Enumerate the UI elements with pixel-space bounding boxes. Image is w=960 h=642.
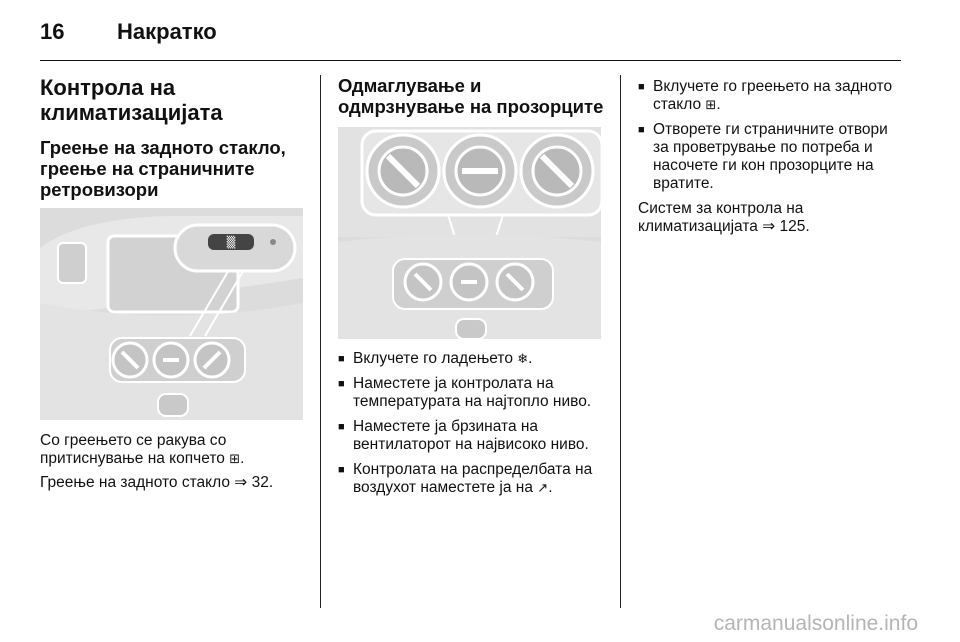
list-item-text: Наместете ја контролата на температурата на најтопло ниво. xyxy=(353,375,592,410)
list-item xyxy=(638,121,903,193)
page-ref-arrow-icon: ⇒ xyxy=(762,218,776,235)
rear-defrost-icon: ⊞ xyxy=(705,97,717,112)
climate-control-dials-figure xyxy=(338,127,601,339)
list-item-end: . xyxy=(716,96,721,113)
cross-reference-text: Систем за контрола на климатизацијата xyxy=(638,200,804,235)
defog-steps-list-continued xyxy=(638,78,903,193)
windscreen-airflow-icon: ↗ xyxy=(537,480,549,495)
cross-reference-page: 125. xyxy=(779,218,810,235)
list-item xyxy=(338,418,608,454)
rear-defrost-icon: ⊞ xyxy=(229,451,241,466)
section-heading-defog: Одмаглување и одмрзнување на прозорците xyxy=(338,75,604,117)
cross-reference xyxy=(638,200,858,236)
list-item-text: Вклучете го ладењето xyxy=(353,350,513,367)
list-item-text: Контролата на распределбата на воздухот наместете ја на xyxy=(353,461,593,496)
list-item-text: Отворете ги страничните отвори за проветрување по потреба и насочете ги кон прозорците на вратите. xyxy=(653,121,888,192)
list-item xyxy=(338,350,608,368)
paragraph-text: Со греењето се ракува со притиснување на копчето xyxy=(40,432,227,467)
middle-column xyxy=(338,75,608,504)
column-divider-left xyxy=(320,75,321,608)
section-heading: Контрола на климатизацијата xyxy=(40,75,223,125)
page-header-title: Накратко xyxy=(117,19,217,44)
list-item xyxy=(638,78,903,114)
cross-reference-text: Греење на задното стакло xyxy=(40,474,230,491)
ac-snowflake-icon: ❄ xyxy=(517,351,529,366)
watermark: carmanualsonline.info xyxy=(713,612,918,635)
page-number: 16 xyxy=(40,19,65,44)
cross-reference-page: 32. xyxy=(251,474,274,491)
left-column xyxy=(40,75,305,492)
header-divider xyxy=(40,60,901,61)
svg-text:▒: ▒ xyxy=(226,236,236,249)
paragraph-end: . xyxy=(240,450,245,467)
subsection-heading: Греење на задното стакло, греење на страничните ретровизори xyxy=(40,137,286,200)
list-item-text: Наместете ја брзината на вентилаторот на највисоко ниво. xyxy=(353,418,589,453)
list-item xyxy=(338,461,608,497)
cross-reference xyxy=(40,474,305,492)
right-column xyxy=(638,78,903,236)
rear-window-heating-figure xyxy=(40,208,303,420)
paragraph-operation xyxy=(40,432,275,468)
list-item-end: . xyxy=(528,350,533,367)
column-divider-right xyxy=(620,75,621,608)
list-item-text: Вклучете го греењето на задното стакло xyxy=(653,78,893,113)
defog-steps-list xyxy=(338,350,608,497)
list-item-end: . xyxy=(548,479,553,496)
list-item xyxy=(338,375,608,411)
page-ref-arrow-icon: ⇒ xyxy=(234,474,248,491)
